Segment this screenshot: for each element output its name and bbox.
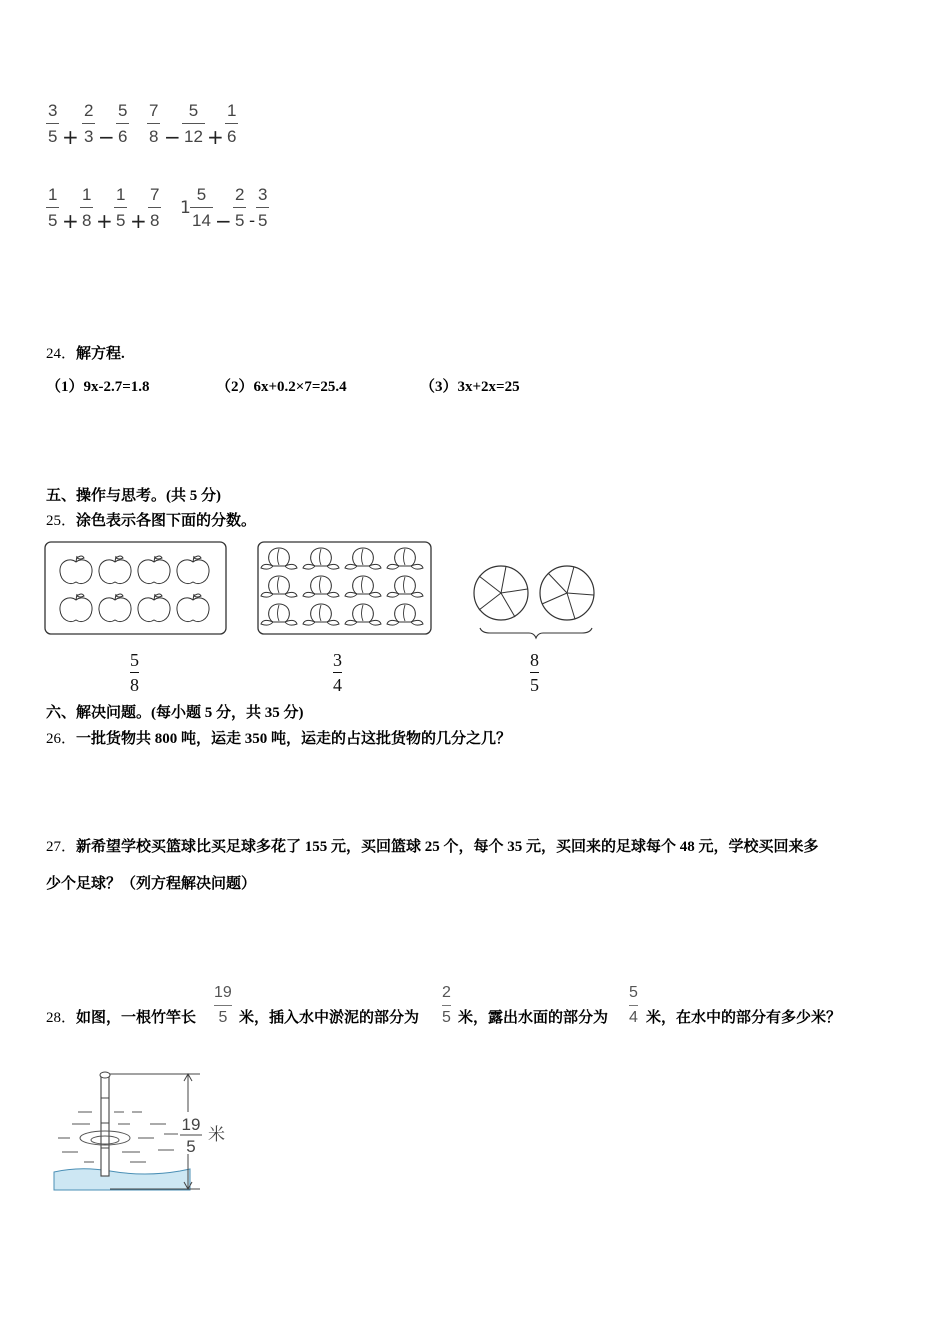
- peach-icon: [387, 548, 423, 569]
- operator: −: [215, 209, 232, 233]
- fraction: 2 5: [235, 185, 245, 230]
- question-text: 米，露出水面的部分为: [458, 1010, 609, 1026]
- circle-5-parts-icon: [474, 566, 528, 620]
- operator: -: [249, 211, 256, 231]
- operator: −: [98, 125, 115, 149]
- length-denominator: 5: [186, 1137, 196, 1156]
- fraction: 5 4: [629, 984, 638, 1026]
- apple-icon: [138, 594, 170, 622]
- apple-icon: [99, 556, 131, 584]
- section-6-title: 六、解决问题。(每小题 5 分，共 35 分): [46, 705, 304, 721]
- question-text: 涂色表示各图下面的分数。: [76, 513, 257, 529]
- question-number: 26．: [46, 731, 77, 747]
- peach-icon: [345, 548, 381, 569]
- apple-icon: [60, 556, 92, 584]
- question-number: 25．: [46, 513, 77, 529]
- fraction: 3 5: [258, 185, 268, 230]
- fraction: 5 12: [184, 101, 203, 146]
- question-title: 解方程.: [76, 346, 125, 362]
- fraction: 5 14: [192, 185, 211, 230]
- question-text: 米，插入水中淤泥的部分为: [239, 1010, 420, 1026]
- peach-icon: [387, 576, 423, 597]
- apple-grid-figure: [44, 541, 228, 637]
- equation-1: （1）9x-2.7=1.8: [46, 379, 150, 395]
- peach-icon: [303, 604, 339, 625]
- question-text: 米，在水中的部分有多少米？: [646, 1010, 842, 1026]
- fraction: 2 3: [84, 101, 94, 146]
- fraction: 1 8: [82, 185, 92, 230]
- fraction-label-2: 3 4: [333, 650, 342, 695]
- section-5-title: 五、操作与思考。(共 5 分): [46, 488, 221, 504]
- apple-icon: [177, 556, 209, 584]
- question-28: [46, 1008, 196, 1028]
- question-25: [46, 511, 256, 531]
- fraction: 3 5: [48, 101, 58, 146]
- fraction: 2 5: [442, 984, 451, 1026]
- question-text: 如图，一根竹竿长: [76, 1010, 197, 1026]
- fraction: 5 6: [118, 101, 128, 146]
- fraction: 1 5: [48, 185, 58, 230]
- question-27: [46, 837, 819, 857]
- question-number: 24．: [46, 346, 77, 362]
- peach-icon: [261, 576, 297, 597]
- length-numerator: 19: [181, 1115, 201, 1134]
- operator: +: [96, 209, 113, 233]
- peach-icon: [345, 604, 381, 625]
- question-27-line-2: 少个足球？（列方程解决问题）: [46, 876, 257, 892]
- question-26: [46, 729, 511, 749]
- peach-icon: [387, 604, 423, 625]
- circles-figure: [470, 562, 598, 642]
- whole-number: 1: [180, 198, 191, 218]
- apple-icon: [99, 594, 131, 622]
- peach-icon: [303, 548, 339, 569]
- fraction: 1 5: [116, 185, 126, 230]
- length-unit: 米: [208, 1125, 225, 1145]
- apple-icon: [177, 594, 209, 622]
- fraction: 7 8: [150, 185, 160, 230]
- question-text: 新希望学校买篮球比买足球多花了 155 元，买回篮球 25 个，每个 35 元，买回来的足球每个 48 元，学校买回来多: [76, 839, 819, 855]
- peach-icon: [261, 548, 297, 569]
- fraction: 7 8: [149, 101, 159, 146]
- equation-3: （3）3x+2x=25: [420, 379, 520, 395]
- peach-icon: [345, 576, 381, 597]
- operator: +: [130, 209, 147, 233]
- circle-5-parts-icon: [540, 566, 594, 620]
- operator: +: [62, 209, 79, 233]
- fraction-label-3: 8 5: [530, 650, 539, 695]
- question-number: 27．: [46, 839, 77, 855]
- question-text: 一批货物共 800 吨，运走 350 吨，运走的占这批货物的几分之几？: [76, 731, 512, 747]
- fraction-label-1: 5 8: [130, 650, 139, 695]
- apple-icon: [138, 556, 170, 584]
- operator: −: [164, 125, 181, 149]
- apple-icon: [60, 594, 92, 622]
- peach-icon: [303, 576, 339, 597]
- question-24: [46, 344, 125, 364]
- bamboo-pole-icon: [50, 1068, 240, 1193]
- equation-2: （2）6x+0.2×7=25.4: [216, 379, 347, 395]
- operator: +: [62, 125, 79, 149]
- operator: +: [207, 125, 224, 149]
- peach-grid-figure: [257, 541, 433, 637]
- fraction: 19 5: [214, 984, 232, 1026]
- brace: [480, 628, 592, 638]
- fraction: 1 6: [227, 101, 237, 146]
- question-number: 28．: [46, 1010, 77, 1026]
- peach-icon: [261, 604, 297, 625]
